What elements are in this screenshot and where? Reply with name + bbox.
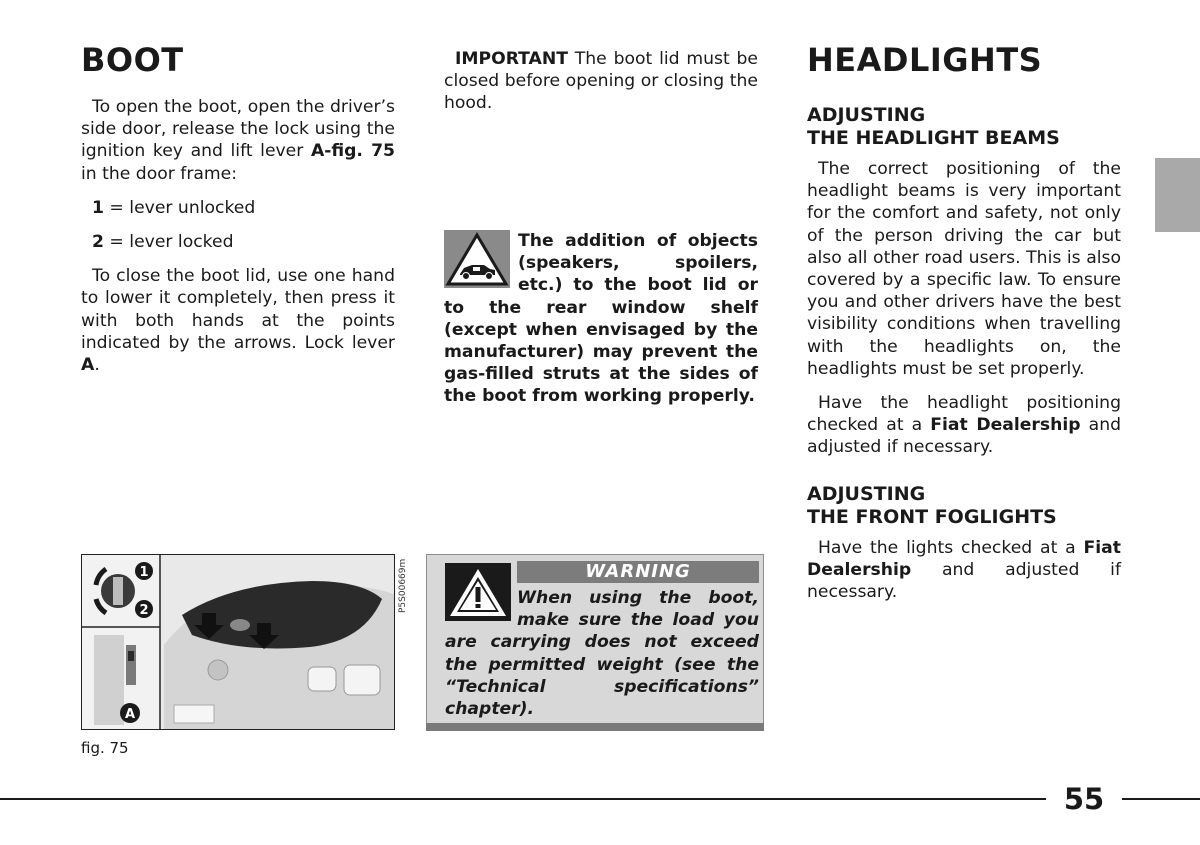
figure-75: [81, 554, 395, 730]
marker-2: 2: [139, 603, 149, 618]
boot-paragraph-close: To close the boot lid, use one hand to lower it completely, then press it with both hands at the points indicated by the arrows. Lock lever A.: [81, 266, 395, 376]
caution-block: [444, 230, 758, 408]
boot-item-unlocked: 1 = lever unlocked: [92, 197, 256, 218]
figure-code: [396, 555, 408, 615]
footer-rule-right: [1122, 798, 1200, 800]
boot-section: [81, 40, 395, 376]
headlights-paragraph-dealership: Have the headlight positioning checked at a Fiat Dealership and adjusted if necessary.: [807, 393, 1121, 458]
warning-label: WARNING: [517, 561, 759, 583]
svg-text:P5S00669m: P5S00669m: [398, 558, 408, 613]
subheading-front-foglights: ADJUSTING THE FRONT FOGLIGHTS: [807, 482, 1057, 528]
caution-text: The addition of objects (speakers, spoilers, etc.) to the boot lid or to the rear window shelf (except when envisaged by the manufacturer) may prevent the gas-filled struts at the sides of the boot from working properly.: [444, 231, 758, 407]
boot-paragraph-open: To open the boot, open the driver’s side door, release the lock using the ignition key and lift lever A-fig. 75 in the door frame:: [81, 97, 395, 184]
figure-caption: fig. 75: [81, 739, 129, 757]
boot-heading: BOOT: [81, 41, 184, 79]
headlights-paragraph-foglights: Have the lights checked at a Fiat Dealership and adjusted if necessary.: [807, 537, 1121, 603]
important-section: [444, 48, 758, 115]
page-number: 55: [1063, 782, 1105, 816]
headlights-section: [807, 40, 1121, 603]
boot-illustration: [82, 555, 395, 730]
warning-block: [426, 554, 764, 724]
subheading-headlight-beams: ADJUSTING THE HEADLIGHT BEAMS: [807, 104, 1060, 149]
marker-1: 1: [139, 565, 149, 580]
important-note: IMPORTANT The boot lid must be closed before opening or closing the hood.: [444, 49, 758, 114]
exclamation-triangle-icon: [445, 563, 511, 621]
section-tab-marker: [1155, 158, 1200, 232]
car-warning-triangle-icon: [444, 230, 510, 288]
marker-a: A: [124, 707, 136, 722]
boot-item-locked: 2 = lever locked: [92, 232, 234, 253]
headlights-paragraph-beams: The correct positioning of the headlight beams is very important for the comfort and safety, not only of the person driving the car but also all other road users. This is also covered by a specific law. To ensure you and other drivers have the best visibility conditions when travelling with the headlights on, the headlights must be set properly.: [807, 159, 1121, 379]
footer-rule-left: [0, 798, 1046, 800]
warning-text: When using the boot, make sure the load you are carrying does not exceed the permitted weight (see the “Technical specifications” chapter).: [445, 588, 759, 720]
headlights-heading: HEADLIGHTS: [807, 41, 1043, 79]
